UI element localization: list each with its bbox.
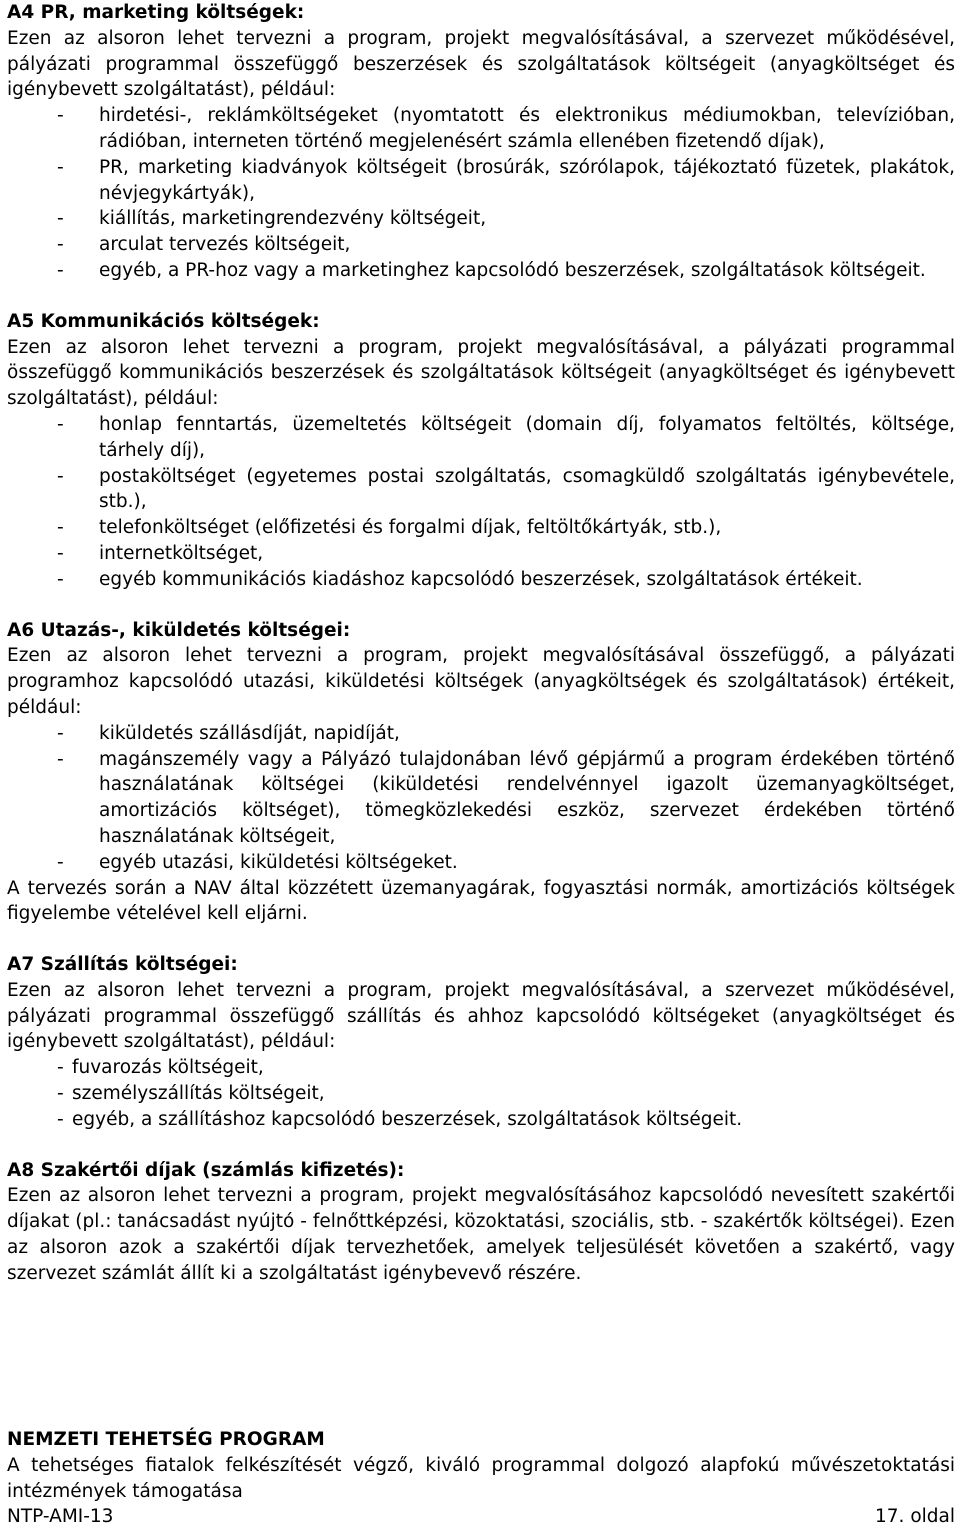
- list-item: - PR, marketing kiadványok költségeit (brosúrák, szórólapok, tájékoztató füzetek, plakátok, névjegykártyák),: [7, 155, 955, 207]
- list-item: - kiállítás, marketingrendezvény költségeit,: [7, 206, 955, 232]
- list-item: - egyéb utazási, kiküldetési költségeket.: [7, 850, 955, 876]
- list-item: - arculat tervezés költségeit,: [7, 232, 955, 258]
- list-item: - egyéb kommunikációs kiadáshoz kapcsolódó beszerzések, szolgáltatások értékeit.: [7, 567, 955, 593]
- section-a7: [7, 952, 955, 1133]
- list-item: - postaköltséget (egyetemes postai szolgáltatás, csomagküldő szolgáltatás igénybevétele, stb.),: [7, 464, 955, 516]
- section-intro: Ezen az alsoron lehet tervezni a program, projekt megvalósításával, a szervezet működésével, pályázati programmal összefüggő beszerzések és szolgáltatások költségeit (anyagköltséget és igénybevett szolgáltatást), például:: [7, 27, 955, 101]
- list-item: - honlap fenntartás, üzemeltetés költségeit (domain díj, folyamatos feltöltés, költsége, tárhely díj),: [7, 412, 955, 464]
- item-list: [7, 1055, 955, 1132]
- section-intro: Ezen az alsoron lehet tervezni a program, projekt megvalósításával összefüggő, a pályázati programhoz kapcsolódó utazási, kiküldetési költségek (anyagköltségek és szolgáltatások) értékeit, például:: [7, 645, 955, 718]
- section-intro: Ezen az alsoron lehet tervezni a program, projekt megvalósításával, a pályázati programmal összefüggő kommunikációs beszerzések és szolgáltatások költségeit (anyagköltséget és igénybevett szolgáltatást), például:: [7, 336, 955, 410]
- section-a4: [7, 0, 955, 284]
- list-item: - kiküldetés szállásdíját, napidíját,: [7, 721, 955, 747]
- section-intro: Ezen az alsoron lehet tervezni a program, projekt megvalósításához kapcsolódó nevesített szakértői díjakat (pl.: tanácsadást nyújtó - felnőttképzési, közoktatási, szociális, stb. - szakértők költségei). Ezen az alsoron azok a szakértői díjak tervezhetőek, amelyek teljesülését követően a szakértő, vagy szervezet számlát állít ki a szolgáltatást igénybevevő részére.: [7, 1185, 955, 1284]
- section-heading: A5 Kommunikációs költségek:: [7, 310, 320, 332]
- section-heading: A4 PR, marketing költségek:: [7, 2, 305, 23]
- section-intro: Ezen az alsoron lehet tervezni a program, projekt megvalósításával, a szervezet működésével, pályázati programmal összefüggő szállítás és ahhoz kapcsolódó költségeket (anyagköltséget és igénybevett szolgáltatást), például:: [7, 979, 955, 1053]
- section-a6: [7, 618, 955, 928]
- footer-org: NEMZETI TEHETSÉG PROGRAM: [7, 1429, 325, 1450]
- section-a5: [7, 309, 955, 593]
- section-outro: A tervezés során a NAV által közzétett üzemanyagárak, fogyasztási normák, amortizációs költségek figyelembe vételével kell eljárni.: [7, 877, 955, 925]
- list-item: - fuvarozás költségeit,: [7, 1055, 955, 1081]
- footer-code: NTP-AMI-13: [7, 1506, 114, 1528]
- item-list: [7, 103, 955, 284]
- item-list: [7, 412, 955, 593]
- list-item: - egyéb, a szállításhoz kapcsolódó beszerzések, szolgáltatások költségeit.: [7, 1107, 955, 1133]
- list-item: - telefonköltséget (előfizetési és forgalmi díjak, feltöltőkártyák, stb.),: [7, 515, 955, 541]
- list-item: - magánszemély vagy a Pályázó tulajdonában lévő gépjármű a program érdekében történő használatának költségei (kiküldetési rendelvénnyel igazolt üzemanyagköltséget, amortizációs költséget), tömegközlekedési eszköz, szervezet érdekében történő használatának költségeit,: [7, 747, 955, 850]
- item-list: [7, 721, 955, 876]
- list-item: - hirdetési-, reklámköltségeket (nyomtatott és elektronikus médiumokban, televízióban, rádióban, interneten történő megjelenésért számla ellenében fizetendő díjak),: [7, 103, 955, 155]
- list-item: - internetköltséget,: [7, 541, 955, 567]
- list-item: - személyszállítás költségeit,: [7, 1081, 955, 1107]
- section-a8: [7, 1158, 955, 1287]
- footer-row: [7, 1504, 955, 1530]
- page-number: 17. oldal: [875, 1506, 955, 1528]
- footer-description: A tehetséges fiatalok felkészítését végző, kiváló programmal dolgozó alapfokú művészetoktatási intézmények támogatása: [7, 1454, 955, 1502]
- page-footer: [7, 1427, 955, 1530]
- section-heading: A6 Utazás-, kiküldetés költségei:: [7, 619, 351, 641]
- section-heading: A7 Szállítás költségei:: [7, 954, 238, 976]
- section-heading: A8 Szakértői díjak (számlás kifizetés):: [7, 1159, 405, 1181]
- list-item: - egyéb, a PR-hoz vagy a marketinghez kapcsolódó beszerzések, szolgáltatások költségeit.: [7, 258, 955, 284]
